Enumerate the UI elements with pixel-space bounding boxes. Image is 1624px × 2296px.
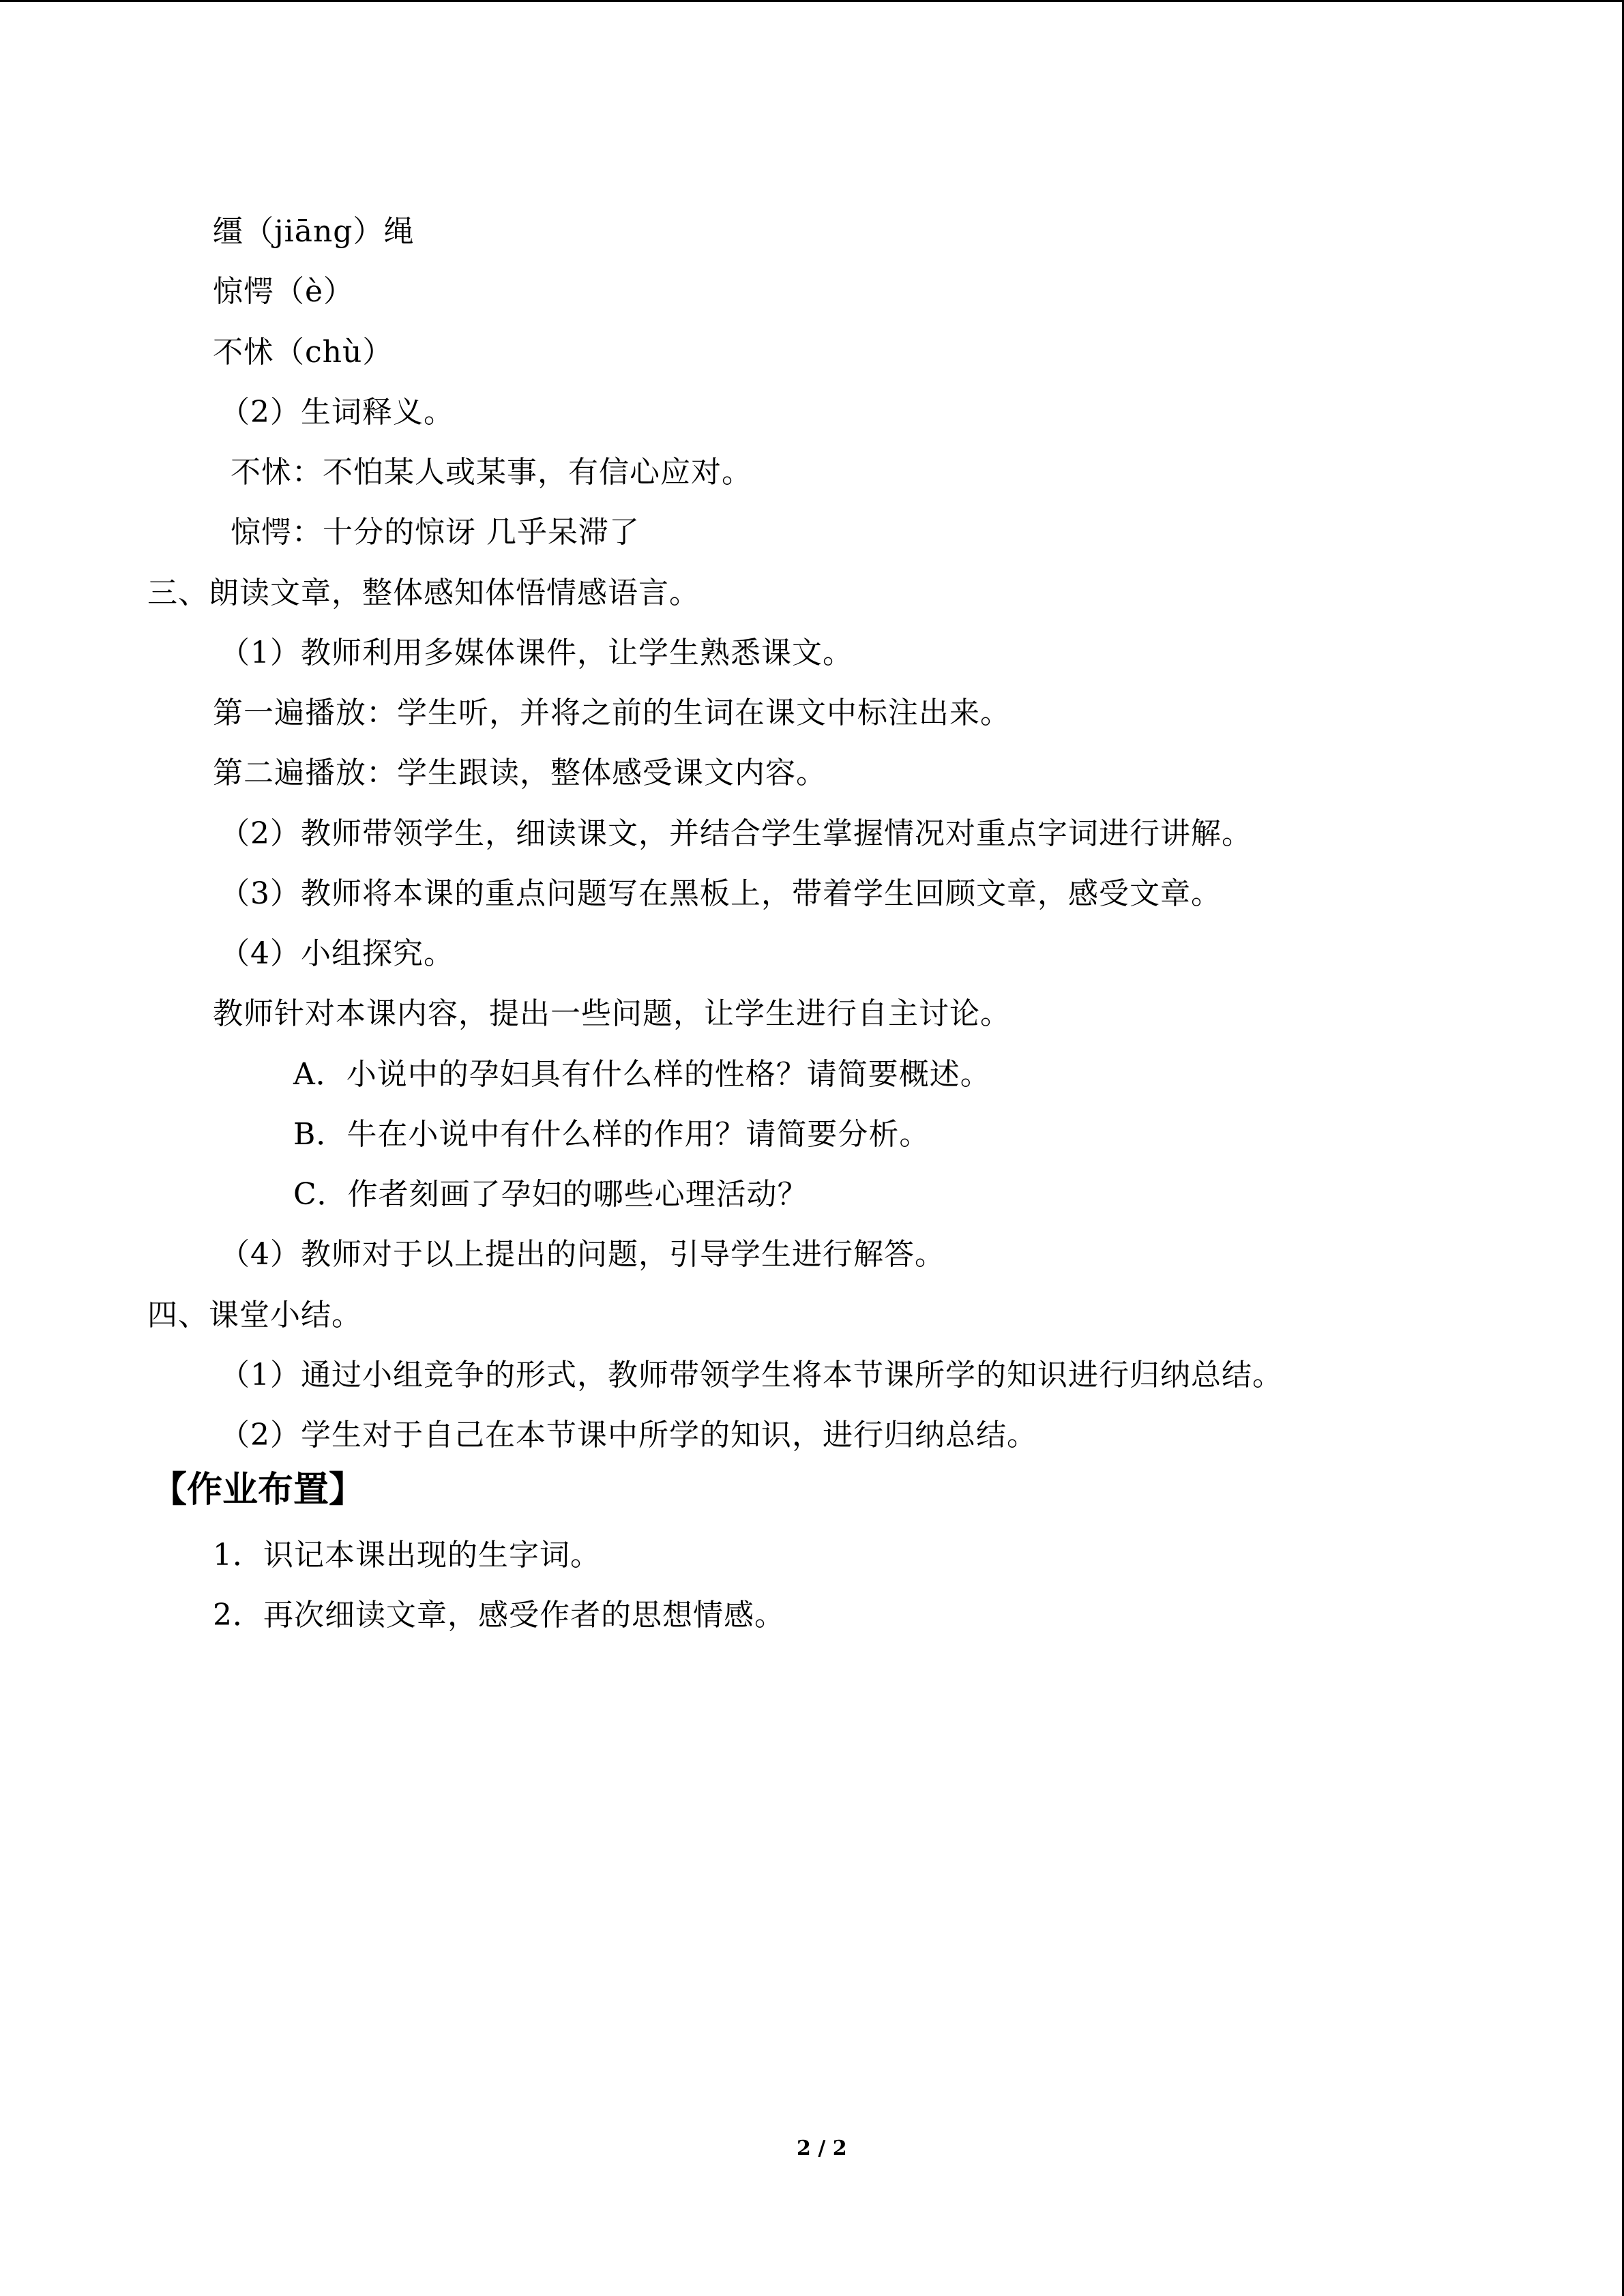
vocab-line-e: 惊愕（è） [213, 274, 355, 309]
summary-step-2: （2）学生对于自己在本节课中所学的知识，进行归纳总结。 [220, 1418, 1037, 1452]
homework-item-1: 1．识记本课出现的生字词。 [213, 1538, 601, 1572]
page-border-top [0, 0, 1624, 2]
step-3-key-questions: （3）教师将本课的重点问题写在黑板上，带着学生回顾文章，感受文章。 [220, 876, 1222, 911]
step-2-close-reading: （2）教师带领学生，细读课文，并结合学生掌握情况对重点字词进行讲解。 [220, 816, 1252, 851]
page-number: 2 / 2 [797, 2136, 847, 2160]
section-three-heading: 三、朗读文章，整体感知体悟情感语言。 [147, 576, 700, 610]
definition-buchu: 不怵：不怕某人或某事，有信心应对。 [231, 455, 752, 490]
first-playback: 第一遍播放：学生听，并将之前的生词在课文中标注出来。 [213, 696, 1011, 730]
question-b: B．牛在小说中有什么样的作用？请简要分析。 [293, 1117, 930, 1152]
summary-step-1: （1）通过小组竞争的形式，教师带领学生将本节课所学的知识进行归纳总结。 [220, 1358, 1283, 1392]
step-1-multimedia: （1）教师利用多媒体课件，让学生熟悉课文。 [220, 636, 853, 670]
step-4-answers: （4）教师对于以上提出的问题，引导学生进行解答。 [220, 1237, 945, 1272]
section-four-heading: 四、课堂小结。 [147, 1298, 362, 1332]
question-a: A．小说中的孕妇具有什么样的性格？请简要概述。 [293, 1057, 991, 1092]
teacher-questions-intro: 教师针对本课内容，提出一些问题，让学生进行自主讨论。 [213, 996, 1011, 1031]
question-c: C．作者刻画了孕妇的哪些心理活动？ [293, 1177, 808, 1212]
vocab-line-jiang: 缰（jiāng）绳 [213, 214, 415, 249]
second-playback: 第二遍播放：学生跟读，整体感受课文内容。 [213, 756, 827, 790]
vocab-line-chu: 不怵（chù） [213, 335, 394, 370]
definition-jinge: 惊愕：十分的惊讶 几乎呆滞了 [231, 515, 640, 550]
step-4-group-inquiry: （4）小组探究。 [220, 936, 454, 971]
section-vocab-meaning: （2）生词释义。 [220, 395, 454, 430]
homework-item-2: 2．再次细读文章，感受作者的思想情感。 [213, 1598, 785, 1632]
homework-heading: 【作业布置】 [151, 1470, 365, 1510]
